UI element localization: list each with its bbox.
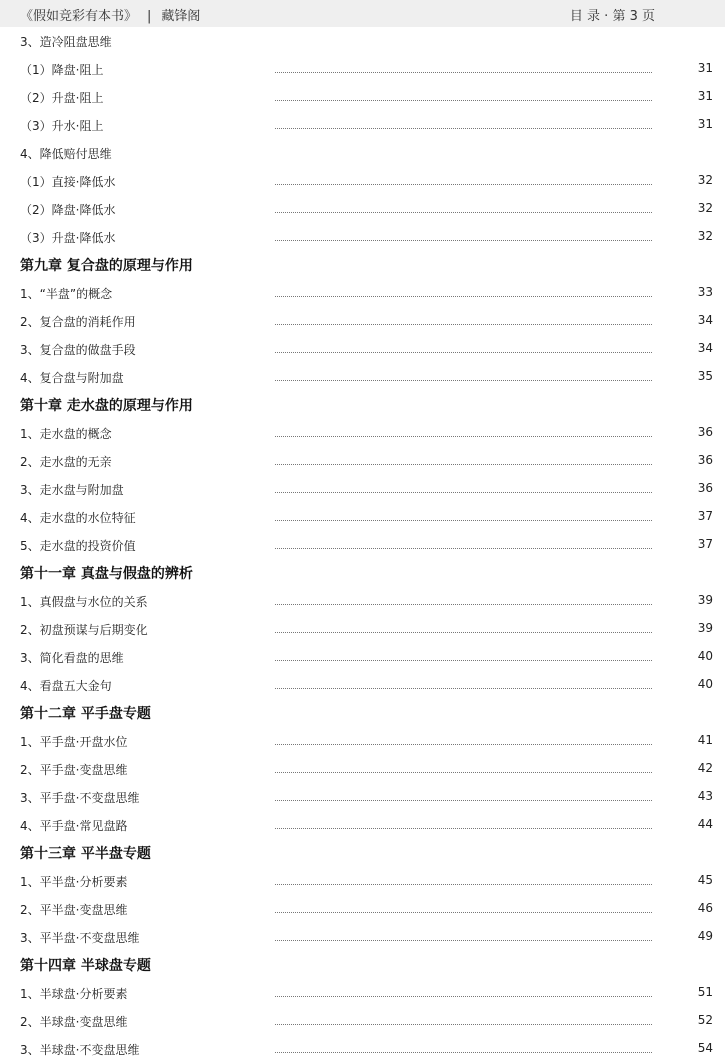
toc-page-number: 32 — [697, 173, 713, 187]
dot-leader — [275, 492, 652, 493]
toc-page-number: 31 — [697, 117, 713, 131]
toc-entry[interactable] — [0, 672, 725, 700]
toc-page-number: 46 — [697, 901, 713, 915]
dot-leader — [275, 772, 652, 773]
dot-leader — [275, 912, 652, 913]
dot-leader — [275, 324, 652, 325]
toc-entry-label: 4、看盘五大金句 — [20, 679, 112, 693]
dot-leader — [275, 1052, 652, 1053]
dot-leader — [275, 884, 652, 885]
dot-leader — [275, 632, 652, 633]
dot-leader — [275, 604, 652, 605]
dot-leader — [275, 548, 652, 549]
dot-leader — [275, 996, 652, 997]
page-info: 目 录 · 第 3 页 — [569, 9, 655, 24]
dot-leader — [275, 940, 652, 941]
dot-leader — [275, 828, 652, 829]
toc-entry-label: （3）升盘·降低水 — [20, 231, 116, 245]
toc-entry-label: （3）升水·阻上 — [20, 119, 104, 133]
dot-leader — [275, 520, 652, 521]
toc-chapter-heading[interactable] — [0, 252, 725, 280]
dot-leader — [275, 436, 652, 437]
toc-page-number: 43 — [697, 789, 713, 803]
toc-entry-label: 1、半球盘·分析要素 — [20, 987, 128, 1001]
toc-page-number: 34 — [697, 341, 713, 355]
toc-page-number: 40 — [697, 677, 713, 691]
toc-entry-label: 4、走水盘的水位特征 — [20, 511, 136, 525]
toc-entry-label: 2、平半盘·变盘思维 — [20, 903, 128, 917]
toc-entry[interactable] — [0, 56, 725, 84]
toc-entry-label: 1、“半盘”的概念 — [20, 287, 113, 301]
toc-entry[interactable] — [0, 280, 725, 308]
dot-leader — [275, 1024, 652, 1025]
toc-entry[interactable] — [0, 168, 725, 196]
chapter-title: 第十章 走水盘的原理与作用 — [20, 398, 193, 414]
dot-leader — [275, 240, 652, 241]
toc-entry[interactable] — [0, 980, 725, 1008]
toc-entry-label: 3、简化看盘的思维 — [20, 651, 124, 665]
toc-page-number: 32 — [697, 201, 713, 215]
toc-page-number: 52 — [697, 1013, 713, 1027]
toc-entry[interactable] — [0, 532, 725, 560]
toc-page-number: 39 — [697, 621, 713, 635]
toc-entry[interactable] — [0, 84, 725, 112]
dot-leader — [275, 688, 652, 689]
toc-entry-label: 3、平半盘·不变盘思维 — [20, 931, 140, 945]
toc-page-number: 36 — [697, 453, 713, 467]
toc-entry-label: 3、复合盘的做盘手段 — [20, 343, 136, 357]
toc-entry-label: 1、走水盘的概念 — [20, 427, 112, 441]
toc-entry-label: 5、走水盘的投资价值 — [20, 539, 136, 553]
toc-page-number: 33 — [697, 285, 713, 299]
dot-leader — [275, 464, 652, 465]
toc-entry[interactable] — [0, 644, 725, 672]
toc-page-number: 45 — [697, 873, 713, 887]
toc-entry-label: （2）降盘·降低水 — [20, 203, 116, 217]
toc-chapter-heading[interactable] — [0, 952, 725, 980]
toc-page-number: 36 — [697, 481, 713, 495]
toc-entry[interactable] — [0, 868, 725, 896]
chapter-title: 第十四章 半球盘专题 — [20, 958, 151, 974]
toc-entry[interactable] — [0, 1008, 725, 1036]
toc-entry-label: 2、初盘预谋与后期变化 — [20, 623, 148, 637]
toc-page-number: 39 — [697, 593, 713, 607]
publisher-name: 藏锋阁 — [161, 9, 201, 24]
chapter-title: 第十三章 平半盘专题 — [20, 846, 151, 862]
toc-entry[interactable] — [0, 476, 725, 504]
book-title: 《假如竞彩有本书》 — [20, 9, 138, 24]
dot-leader — [275, 212, 652, 213]
toc-entry[interactable] — [0, 812, 725, 840]
toc-entry-label: 2、平手盘·变盘思维 — [20, 763, 128, 777]
toc-chapter-heading[interactable] — [0, 560, 725, 588]
dot-leader — [275, 184, 652, 185]
dot-leader — [275, 296, 652, 297]
toc-entry-label: 1、平手盘·开盘水位 — [20, 735, 128, 749]
page-header — [0, 0, 725, 27]
toc-page-number: 37 — [697, 509, 713, 523]
toc-entry-label: 3、走水盘与附加盘 — [20, 483, 124, 497]
dot-leader — [275, 660, 652, 661]
toc-entry[interactable] — [0, 448, 725, 476]
toc-page-number: 36 — [697, 425, 713, 439]
toc-entry-label: （1）降盘·阻上 — [20, 63, 104, 77]
chapter-title: 第九章 复合盘的原理与作用 — [20, 258, 193, 274]
toc-entry-label: 3、平手盘·不变盘思维 — [20, 791, 140, 805]
toc-entry[interactable] — [0, 420, 725, 448]
chapter-title: 第十一章 真盘与假盘的辨析 — [20, 566, 193, 582]
toc-page-number: 32 — [697, 229, 713, 243]
toc-page-number: 54 — [697, 1041, 713, 1055]
dot-leader — [275, 72, 652, 73]
toc-page-number: 41 — [697, 733, 713, 747]
toc-chapter-heading[interactable] — [0, 840, 725, 868]
toc-entry-label: 2、走水盘的无亲 — [20, 455, 112, 469]
toc-entry[interactable] — [0, 1036, 725, 1064]
toc-entry[interactable] — [0, 336, 725, 364]
toc-entry[interactable] — [0, 140, 725, 168]
toc-page-number: 44 — [697, 817, 713, 831]
toc-page-number: 37 — [697, 537, 713, 551]
toc-page-number: 31 — [697, 89, 713, 103]
toc-entry-label: 1、平半盘·分析要素 — [20, 875, 128, 889]
toc-entry[interactable] — [0, 308, 725, 336]
toc-page-number: 51 — [697, 985, 713, 999]
toc-entry[interactable] — [0, 28, 725, 56]
header-separator: | — [147, 9, 152, 24]
toc-page-number: 31 — [697, 61, 713, 75]
table-of-contents — [0, 28, 725, 1064]
toc-entry-label: 3、半球盘·不变盘思维 — [20, 1043, 140, 1057]
dot-leader — [275, 128, 652, 129]
toc-entry-label: 4、降低赔付思维 — [20, 147, 112, 161]
chapter-title: 第十二章 平手盘专题 — [20, 706, 151, 722]
toc-entry-label: （1）直接·降低水 — [20, 175, 116, 189]
dot-leader — [275, 352, 652, 353]
toc-page-number: 34 — [697, 313, 713, 327]
dot-leader — [275, 100, 652, 101]
toc-chapter-heading[interactable] — [0, 392, 725, 420]
toc-entry-label: 2、复合盘的消耗作用 — [20, 315, 136, 329]
toc-entry[interactable] — [0, 896, 725, 924]
dot-leader — [275, 744, 652, 745]
toc-entry[interactable] — [0, 588, 725, 616]
toc-entry[interactable] — [0, 784, 725, 812]
toc-entry-label: 3、造冷阻盘思维 — [20, 35, 112, 49]
toc-entry[interactable] — [0, 924, 725, 952]
toc-entry[interactable] — [0, 504, 725, 532]
header-left — [20, 5, 200, 24]
toc-entry-label: 4、平手盘·常见盘路 — [20, 819, 128, 833]
toc-entry[interactable] — [0, 196, 725, 224]
dot-leader — [275, 380, 652, 381]
toc-entry-label: （2）升盘·阻上 — [20, 91, 104, 105]
toc-page-number: 49 — [697, 929, 713, 943]
toc-chapter-heading[interactable] — [0, 700, 725, 728]
toc-entry[interactable] — [0, 728, 725, 756]
toc-entry[interactable] — [0, 364, 725, 392]
toc-page-number: 35 — [697, 369, 713, 383]
toc-entry[interactable] — [0, 112, 725, 140]
dot-leader — [275, 800, 652, 801]
toc-entry-label: 1、真假盘与水位的关系 — [20, 595, 148, 609]
toc-page-number: 40 — [697, 649, 713, 663]
toc-entry[interactable] — [0, 616, 725, 644]
toc-entry[interactable] — [0, 756, 725, 784]
toc-entry-label: 4、复合盘与附加盘 — [20, 371, 124, 385]
toc-page-number: 42 — [697, 761, 713, 775]
toc-entry[interactable] — [0, 224, 725, 252]
toc-entry-label: 2、半球盘·变盘思维 — [20, 1015, 128, 1029]
